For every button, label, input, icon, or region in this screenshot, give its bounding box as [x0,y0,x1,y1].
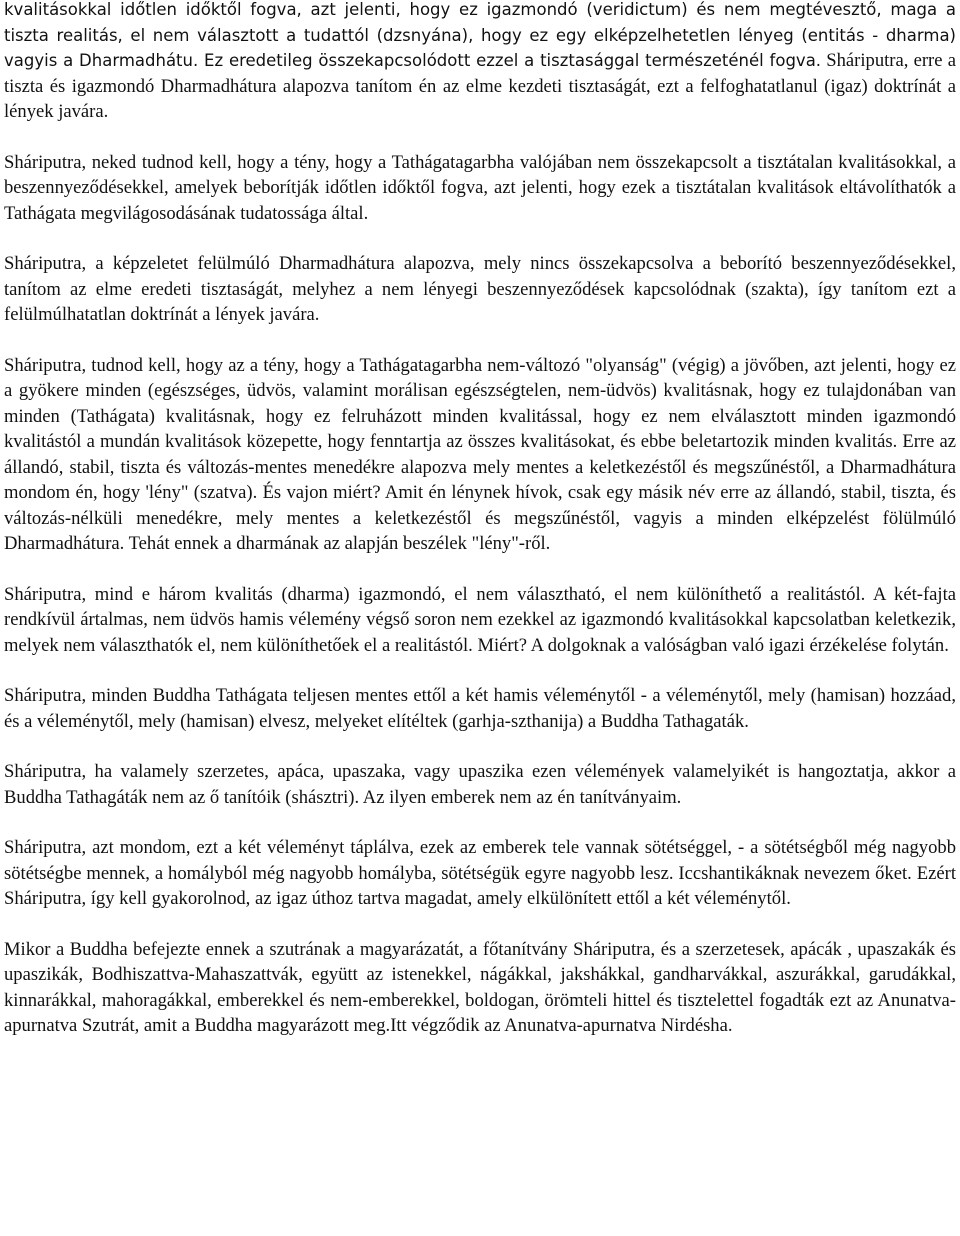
paragraph-1 [4,0,956,125]
paragraph-8: Sháriputra, azt mondom, ezt a két véleményt táplálva, ezek az emberek tele vannak sötétséggel, - a sötétségből még nagyobb sötétségbe mennek, a homályból még nagyobb homályba, sötétségük egyre nagyobb lesz. Iccshantikáknak nevezem őket. Ezért Sháriputra, így kell gyakorolnod, az igaz úthoz tartva magadat, amely elkülönített ettől a két véleménytől. [4,837,956,909]
paragraph-7: Sháriputra, ha valamely szerzetes, apáca, upaszaka, vagy upaszika ezen vélemények valamelyikét is hangoztatja, akkor a Buddha Tathagáták nem az ő tanítóik (shásztri). Az ilyen emberek nem az én tanítványaim. [4,761,956,808]
paragraph-2: Sháriputra, neked tudnod kell, hogy a tény, hogy a Tathágatagarbha valójában nem összekapcsolt a tisztátalan kvalitásokkal, a beszennyeződésekkel, amelyek beborítják időtlen időktől fogva, azt jelenti, hogy ezek a tisztátalan kvalitások eltávolíthatók a Tathágata megvilágosodásának tudatossága által. [4,151,956,224]
paragraph-3: Sháriputra, a képzeletet felülmúló Dharmadhátura alapozva, mely nincs összekapcsolva a beborító beszennyeződésekkel, tanítom az elme eredeti tisztaságát, melyhez a nem lényegi beszennyeződések kapcsolódnak (szakta), így tanítom ezt a felülmúlhatatlan doktrínát a lények javára. [4,253,956,325]
paragraph-4: Sháriputra, tudnod kell, hogy az a tény, hogy a Tathágatagarbha nem-változó "olyanság" (végig) a jövőben, azt jelenti, hogy ez a gyökere minden (egészséges, üdvös, valamint morálisan egészségtelen, nem-üdvös) kvalitásnak, hogy ez tulajdonában van minden (Tathágata) kvalitásnak, hogy ez felruházott minden kvalitással, hogy ez nem elválasztott minden igazmondó kvalitástól a mundán kvalitások közepette, hogy fenntartja az összes kvalitásokat, és ebbe beletartozik minden kvalitás. Erre az állandó, stabil, tiszta és változás-mentes menedékre alapozva mely mentes a keletkezéstől és megszűnéstől, a Dharmadhátura mondom én, hogy 'lény" (szatva). És vajon miért? Amit én lénynek hívok, csak egy másik név erre az állandó, stabil, tiszta, és változás-nélküli menedékre, mely mentes a keletkezéstől és megszűnéstől, vagyis a minden elképzelést fölülmúló Dharmadhátura. Tehát ennek a dharmának az alapján beszélek "lény"-ről. [4,354,956,554]
paragraph-9: Mikor a Buddha befejezte ennek a szutrának a magyarázatát, a főtanítvány Sháriputra, és a szerzetesek, apácák , upaszakák és upaszikák, Bodhiszattva-Mahaszattvák, együtt az istenekkel, nágákkal, jakshákkal, gandharvákkal, aszurákkal, garudákkal, kinnarákkal, mahoragákkal, emberekkel és nem-emberekkel, boldogan, örömteli hittel és tisztelettel fogadták ezt az Anunatva-apurnatva Szutrát, amit a Buddha magyarázott meg.Itt végződik az Anunatva-apurnatva Nirdésha. [4,938,956,1036]
paragraph-1-rest: Sháriputra, erre a tiszta és igazmondó Dharmadhátura alapozva tanítom én az elme kezdeti tisztaságát, ezt a felfoghatatlanul (igaz) doktrínát a lények javára. [4,50,956,122]
paragraph-6: Sháriputra, minden Buddha Tathágata teljesen mentes ettől a két hamis véleménytől - a véleménytől, mely (hamisan) hozzáad, és a véleménytől, mely (hamisan) elvesz, melyeket elítéltek (garhja-szthanija) a Buddha Tathagaták. [4,685,956,732]
paragraph-5: Sháriputra, mind e három kvalitás (dharma) igazmondó, el nem választható, el nem különíthető a realitástól. A két-fajta rendkívül ártalmas, nem üdvös hamis vélemény végső soron nem ezekkel az igazmondó kvalitásokkal kapcsolatban keletkezik, melyek nem választhatók el, nem különíthetőek el a realitástól. Miért? A dolgoknak a valóságban való igazi érzékelése folytán. [4,583,956,656]
paragraph-1-continuation: kvalitásokkal időtlen időktől fogva, azt jelenti, hogy ez igazmondó (veridictum) és nem megtévesztő, maga a tiszta realitás, el nem választott a tudattól (dzsnyána), hogy ez egy elképzelhetetlen lényeg (entitás - dharma) vagyis a Dharmadhátu. Ez eredetileg összekapcsolódott ezzel a tisztasággal természeténél fogva. [4,0,956,70]
